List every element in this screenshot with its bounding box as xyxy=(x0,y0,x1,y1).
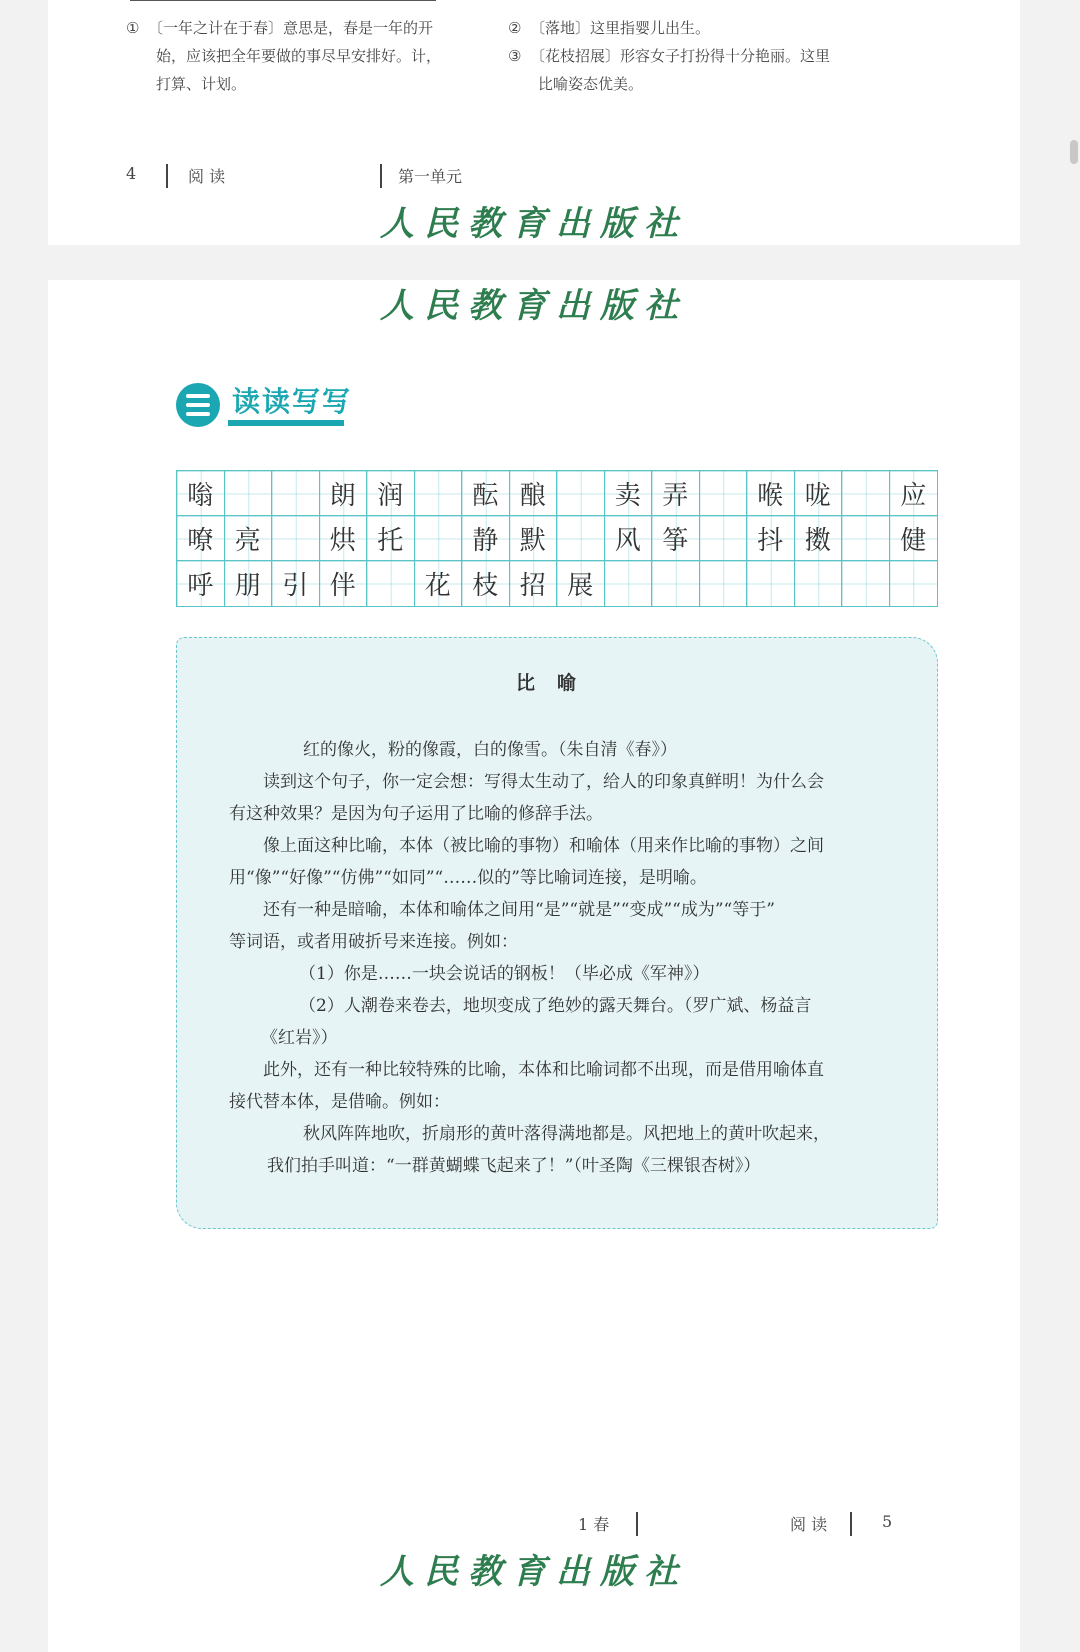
grid-cell: 花 xyxy=(415,561,463,606)
divider xyxy=(380,164,382,188)
grid-cell: 润 xyxy=(367,471,415,516)
grid-cell: 擞 xyxy=(795,516,843,561)
footnote-3-mark: ③ xyxy=(508,47,522,65)
grid-cell xyxy=(272,471,320,516)
footnote-2-line-1: 〔落地〕这里指婴儿出生。 xyxy=(530,19,711,37)
grid-cell xyxy=(415,516,463,561)
grid-cell: 嘹 xyxy=(177,516,225,561)
grid-cell xyxy=(795,561,843,606)
section-title: 读读写写 xyxy=(232,385,353,418)
paragraph-line: 用“像”“好像”“仿佛”“如同”“……似的”等比喻词连接，是明喻。 xyxy=(229,868,707,888)
paragraph-line: 此外，还有一种比较特殊的比喻，本体和比喻词都不出现，而是借用喻体直 xyxy=(263,1060,824,1080)
footnote-1-line-2: 始，应该把全年要做的事尽早安排好。计， xyxy=(156,47,442,65)
running-section: 阅 读 xyxy=(188,167,226,186)
grid-cell: 喉 xyxy=(747,471,795,516)
grid-cell: 伴 xyxy=(320,561,368,606)
paragraph-line: 有这种效果？是因为句子运用了比喻的修辞手法。 xyxy=(229,804,603,824)
scrollbar-thumb[interactable] xyxy=(1070,140,1078,164)
grid-cell: 卖 xyxy=(605,471,653,516)
footer-lesson: 1 春 xyxy=(578,1515,610,1534)
paragraph-line: 还有一种是暗喻，本体和喻体之间用“是”“就是”“变成”“成为”“等于” xyxy=(263,900,775,920)
running-unit: 第一单元 xyxy=(398,167,463,186)
grid-cell: 枝 xyxy=(462,561,510,606)
grid-cell: 朗 xyxy=(320,471,368,516)
footnote-1-mark: ① xyxy=(126,19,140,37)
grid-cell: 默 xyxy=(510,516,558,561)
grid-cell xyxy=(700,471,748,516)
grid-cell xyxy=(842,516,890,561)
page-number-left: 4 xyxy=(126,164,137,183)
grid-cell: 呼 xyxy=(177,561,225,606)
grid-cell: 亮 xyxy=(225,516,273,561)
grid-cell: 酝 xyxy=(462,471,510,516)
grid-cell: 风 xyxy=(605,516,653,561)
grid-cell: 招 xyxy=(510,561,558,606)
example-2-line-2: 《红岩》） xyxy=(261,1028,338,1048)
publisher-logo: 人民教育出版社 xyxy=(380,1552,688,1592)
grid-cell xyxy=(652,561,700,606)
footnote-3-line-1: 〔花枝招展〕形容女子打扮得十分艳丽。这里 xyxy=(530,47,831,65)
paragraph-line: 等词语，或者用破折号来连接。例如： xyxy=(229,932,518,952)
section-icon xyxy=(176,383,220,427)
footnote-2-3 xyxy=(508,14,928,98)
footnote-1-line-1: 〔一年之计在于春〕意思是，春是一年的开 xyxy=(148,19,434,37)
example-3-line-2: 我们拍手叫道：“一群黄蝴蝶飞起来了！”（叶圣陶《三棵银杏树》） xyxy=(267,1156,761,1176)
current-page xyxy=(48,280,1020,1652)
footnote-2-mark: ② xyxy=(508,19,522,37)
footnote-rule xyxy=(130,0,436,1)
box-title: 比喻 xyxy=(515,672,598,694)
grid-cell xyxy=(367,561,415,606)
grid-cell xyxy=(700,516,748,561)
grid-cell: 抖 xyxy=(747,516,795,561)
grid-cell: 朋 xyxy=(225,561,273,606)
paragraph-line: 像上面这种比喻，本体（被比喻的事物）和喻体（用来作比喻的事物）之间 xyxy=(263,836,824,856)
divider xyxy=(850,1512,852,1536)
paragraph-line: 读到这个句子，你一定会想：写得太生动了，给人的印象真鲜明！为什么会 xyxy=(263,772,824,792)
grid-cell xyxy=(225,471,273,516)
grid-cell: 烘 xyxy=(320,516,368,561)
grid-cell xyxy=(700,561,748,606)
grid-cell xyxy=(415,471,463,516)
grid-cell xyxy=(557,471,605,516)
section-title-underline xyxy=(228,420,344,426)
divider xyxy=(636,1512,638,1536)
grid-cell: 引 xyxy=(272,561,320,606)
grid-cell: 弄 xyxy=(652,471,700,516)
footnote-1-line-3: 打算、计划。 xyxy=(156,75,247,93)
grid-cell: 静 xyxy=(462,516,510,561)
grid-cell xyxy=(842,471,890,516)
divider xyxy=(166,164,168,188)
footnote-1 xyxy=(126,14,506,98)
grid-cell xyxy=(747,561,795,606)
page-number-right: 5 xyxy=(882,1512,893,1531)
grid-cell: 咙 xyxy=(795,471,843,516)
footer-section: 阅 读 xyxy=(790,1515,828,1534)
grid-cell: 应 xyxy=(890,471,938,516)
grid-cell xyxy=(890,561,938,606)
example-1: （1）你是……一块会说话的钢板！（毕必成《军神》） xyxy=(299,964,710,984)
publisher-logo: 人民教育出版社 xyxy=(380,204,688,244)
knowledge-box xyxy=(176,637,938,1229)
grid-cell xyxy=(842,561,890,606)
footnote-3-line-2: 比喻姿态优美。 xyxy=(538,75,644,93)
example-sentence: 红的像火，粉的像霞，白的像雪。（朱自清《春》） xyxy=(303,740,677,760)
paragraph-line: 接代替本体，是借喻。例如： xyxy=(229,1092,450,1112)
grid-cell: 筝 xyxy=(652,516,700,561)
grid-cell xyxy=(605,561,653,606)
previous-page xyxy=(48,0,1020,245)
example-2-line-1: （2）人潮卷来卷去，地坝变成了绝妙的露天舞台。（罗广斌、杨益言 xyxy=(299,996,812,1016)
word-grid xyxy=(176,470,938,607)
grid-cell: 健 xyxy=(890,516,938,561)
grid-cell: 展 xyxy=(557,561,605,606)
grid-cell xyxy=(272,516,320,561)
grid-cell: 托 xyxy=(367,516,415,561)
grid-cell: 酿 xyxy=(510,471,558,516)
grid-cell: 嗡 xyxy=(177,471,225,516)
publisher-logo: 人民教育出版社 xyxy=(380,286,688,326)
grid-cell xyxy=(557,516,605,561)
example-3-line-1: 秋风阵阵地吹，折扇形的黄叶落得满地都是。风把地上的黄叶吹起来， xyxy=(303,1124,830,1144)
